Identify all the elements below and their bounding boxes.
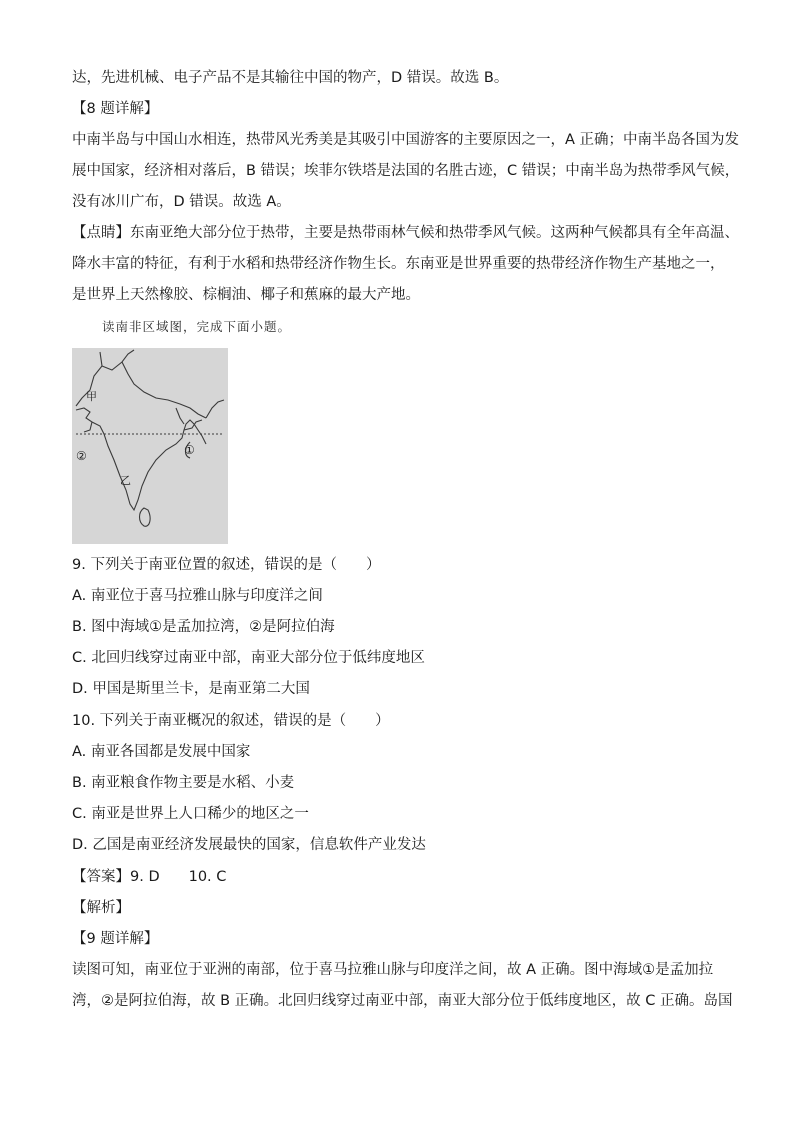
text-line: 湾，②是阿拉伯海，故 B 正确。北回归线穿过南亚中部，南亚大部分位于低纬度地区，故 C 正确。岛国	[72, 993, 733, 1009]
map-label-sea-2: ②	[76, 449, 87, 463]
question-stem: 10. 下列关于南亚概况的叙述，错误的是（ ）	[72, 713, 390, 729]
question-option: B. 图中海域①是孟加拉湾，②是阿拉伯海	[72, 619, 335, 635]
analysis-heading: 【解析】	[72, 900, 130, 916]
text-line: 【点睛】东南亚绝大部分位于热带，主要是热带雨林气候和热带季风气候。这两种气候都具有全年高温、	[72, 225, 739, 241]
text-line: 中南半岛与中国山水相连，热带风光秀美是其吸引中国游客的主要原因之一，A 正确；中南半岛各国为发	[72, 132, 740, 148]
text-line: 降水丰富的特征，有利于水稻和热带经济作物生长。东南亚是世界重要的热带经济作物生产基地之一，	[72, 256, 725, 272]
text-line: 没有冰川广布，D 错误。故选 A。	[72, 194, 291, 210]
question-stem: 9. 下列关于南亚位置的叙述，错误的是（ ）	[72, 557, 381, 573]
text-line: 达，先进机械、电子产品不是其输往中国的物产，D 错误。故选 B。	[72, 70, 509, 86]
question-option: A. 南亚各国都是发展中国家	[72, 744, 251, 760]
answer-line: 【答案】9. D 10. C	[72, 869, 227, 885]
text-line: 读图可知，南亚位于亚洲的南部，位于喜马拉雅山脉与印度洋之间，故 A 正确。图中海域①是孟加拉	[72, 962, 714, 978]
question-option: A. 南亚位于喜马拉雅山脉与印度洋之间	[72, 588, 323, 604]
question-option: C. 南亚是世界上人口稀少的地区之一	[72, 806, 309, 822]
map-label-yi: 乙	[120, 474, 131, 487]
text-line: 是世界上天然橡胶、棕榈油、椰子和蕉麻的最大产地。	[72, 287, 420, 303]
question-option: C. 北回归线穿过南亚中部，南亚大部分位于低纬度地区	[72, 650, 425, 666]
question-option: D. 甲国是斯里兰卡，是南亚第二大国	[72, 681, 310, 697]
section-heading: 【8 题详解】	[72, 101, 159, 117]
detail-heading: 【9 题详解】	[72, 931, 159, 947]
south-asia-map	[72, 348, 228, 544]
question-option: B. 南亚粮食作物主要是水稻、小麦	[72, 775, 295, 791]
map-drawing	[72, 348, 228, 544]
question-option: D. 乙国是南亚经济发展最快的国家，信息软件产业发达	[72, 837, 426, 853]
text-line: 展中国家，经济相对落后，B 错误；埃菲尔铁塔是法国的名胜古迹，C 错误；中南半岛为热带季风气候，	[72, 163, 740, 179]
map-label-sea-1: ①	[184, 443, 195, 457]
map-label-jia: 甲	[86, 390, 97, 403]
scanned-caption: 读南非区域图，完成下面小题。	[102, 319, 292, 334]
